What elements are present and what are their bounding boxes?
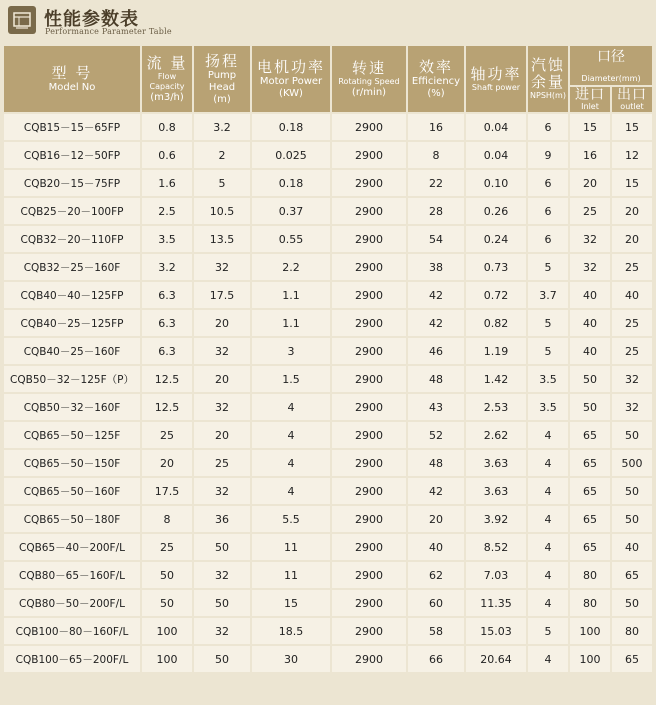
cell-head: 32 <box>194 562 250 588</box>
cell-speed: 2900 <box>332 142 406 168</box>
cell-efficiency: 42 <box>408 282 464 308</box>
cell-speed: 2900 <box>332 562 406 588</box>
cell-inlet: 80 <box>570 590 610 616</box>
cell-speed: 2900 <box>332 534 406 560</box>
cell-outlet: 65 <box>612 562 652 588</box>
cell-model: CQB50－32－125F（P） <box>4 366 140 392</box>
cell-npsh: 3.7 <box>528 282 568 308</box>
cell-speed: 2900 <box>332 198 406 224</box>
cell-model: CQB65－50－180F <box>4 506 140 532</box>
table-row <box>4 310 652 336</box>
cell-npsh: 4 <box>528 590 568 616</box>
table-body <box>4 114 652 672</box>
cell-head: 32 <box>194 338 250 364</box>
page-subtitle: Performance Parameter Table <box>45 27 172 36</box>
cell-inlet: 40 <box>570 282 610 308</box>
cell-inlet: 16 <box>570 142 610 168</box>
header-npsh <box>528 46 568 112</box>
table-row <box>4 170 652 196</box>
cell-flow: 6.3 <box>142 282 192 308</box>
cell-flow: 25 <box>142 422 192 448</box>
cell-flow: 0.8 <box>142 114 192 140</box>
cell-npsh: 4 <box>528 534 568 560</box>
cell-inlet: 80 <box>570 562 610 588</box>
cell-head: 50 <box>194 646 250 672</box>
cell-head: 32 <box>194 478 250 504</box>
header-npsh-cn2: 余量 <box>530 73 565 91</box>
cell-flow: 20 <box>142 450 192 476</box>
cell-flow: 8 <box>142 506 192 532</box>
cell-model: CQB80－50－200F/L <box>4 590 140 616</box>
cell-model: CQB65－50－150F <box>4 450 140 476</box>
cell-efficiency: 8 <box>408 142 464 168</box>
cell-npsh: 4 <box>528 646 568 672</box>
cell-flow: 12.5 <box>142 394 192 420</box>
header-shaft-cn: 轴功率 <box>470 64 522 83</box>
header-outlet-cn: 出口 <box>617 87 647 103</box>
cell-motor-power: 30 <box>252 646 330 672</box>
cell-efficiency: 66 <box>408 646 464 672</box>
header-outlet <box>612 87 652 112</box>
cell-inlet: 32 <box>570 254 610 280</box>
cell-outlet: 50 <box>612 478 652 504</box>
cell-speed: 2900 <box>332 450 406 476</box>
cell-shaft-power: 20.64 <box>466 646 526 672</box>
header-speed-cn: 转速 <box>351 58 386 77</box>
header-shaft-en: Shaft power <box>471 82 521 92</box>
cell-flow: 3.5 <box>142 226 192 252</box>
cell-inlet: 25 <box>570 198 610 224</box>
cell-motor-power: 0.37 <box>252 198 330 224</box>
cell-outlet: 12 <box>612 142 652 168</box>
header-flow <box>142 46 192 112</box>
cell-inlet: 100 <box>570 646 610 672</box>
cell-shaft-power: 15.03 <box>466 618 526 644</box>
cell-speed: 2900 <box>332 282 406 308</box>
header-motor-unit: (KW) <box>279 87 303 99</box>
cell-model: CQB100－80－160F/L <box>4 618 140 644</box>
cell-efficiency: 38 <box>408 254 464 280</box>
cell-flow: 2.5 <box>142 198 192 224</box>
cell-model: CQB32－25－160F <box>4 254 140 280</box>
cell-npsh: 3.5 <box>528 394 568 420</box>
cell-model: CQB20－15－75FP <box>4 170 140 196</box>
cell-head: 3.2 <box>194 114 250 140</box>
cell-motor-power: 0.18 <box>252 114 330 140</box>
cell-outlet: 65 <box>612 646 652 672</box>
cell-speed: 2900 <box>332 618 406 644</box>
cell-head: 25 <box>194 450 250 476</box>
cell-outlet: 25 <box>612 310 652 336</box>
cell-flow: 50 <box>142 562 192 588</box>
header-inlet <box>570 87 610 112</box>
header-diameter-cn: 口径 <box>597 49 625 65</box>
header-motor-en: Motor Power <box>259 75 323 87</box>
cell-shaft-power: 1.42 <box>466 366 526 392</box>
cell-shaft-power: 0.04 <box>466 114 526 140</box>
header-model <box>4 46 140 112</box>
table-row <box>4 590 652 616</box>
cell-flow: 0.6 <box>142 142 192 168</box>
header-npsh-en: NPSH(m) <box>530 91 566 100</box>
cell-speed: 2900 <box>332 366 406 392</box>
cell-shaft-power: 0.26 <box>466 198 526 224</box>
cell-npsh: 4 <box>528 422 568 448</box>
cell-inlet: 65 <box>570 422 610 448</box>
cell-efficiency: 20 <box>408 506 464 532</box>
cell-efficiency: 28 <box>408 198 464 224</box>
cell-outlet: 80 <box>612 618 652 644</box>
cell-speed: 2900 <box>332 478 406 504</box>
table-icon <box>8 6 36 34</box>
cell-npsh: 9 <box>528 142 568 168</box>
cell-head: 32 <box>194 618 250 644</box>
title-bar <box>0 0 656 42</box>
table-row <box>4 226 652 252</box>
cell-efficiency: 42 <box>408 478 464 504</box>
table-row <box>4 478 652 504</box>
header-flow-unit: (m3/h) <box>150 91 184 103</box>
cell-motor-power: 1.1 <box>252 282 330 308</box>
cell-motor-power: 4 <box>252 394 330 420</box>
cell-head: 36 <box>194 506 250 532</box>
cell-flow: 6.3 <box>142 310 192 336</box>
table-row <box>4 254 652 280</box>
header-outlet-en: outlet <box>620 102 644 111</box>
cell-flow: 100 <box>142 646 192 672</box>
table-row <box>4 646 652 672</box>
header-head-en: Pump Head <box>207 69 237 93</box>
cell-npsh: 5 <box>528 618 568 644</box>
header-flow-cn: 流 量 <box>146 53 188 72</box>
cell-outlet: 50 <box>612 506 652 532</box>
cell-shaft-power: 0.10 <box>466 170 526 196</box>
cell-efficiency: 54 <box>408 226 464 252</box>
cell-shaft-power: 0.72 <box>466 282 526 308</box>
cell-npsh: 3.5 <box>528 366 568 392</box>
cell-inlet: 65 <box>570 450 610 476</box>
cell-efficiency: 46 <box>408 338 464 364</box>
header-speed <box>332 46 406 112</box>
cell-efficiency: 22 <box>408 170 464 196</box>
cell-outlet: 25 <box>612 338 652 364</box>
cell-inlet: 65 <box>570 478 610 504</box>
cell-motor-power: 15 <box>252 590 330 616</box>
cell-head: 32 <box>194 254 250 280</box>
cell-npsh: 6 <box>528 114 568 140</box>
cell-model: CQB25－20－100FP <box>4 198 140 224</box>
header-shaft <box>466 46 526 112</box>
cell-outlet: 20 <box>612 226 652 252</box>
cell-shaft-power: 0.82 <box>466 310 526 336</box>
cell-motor-power: 0.55 <box>252 226 330 252</box>
cell-motor-power: 3 <box>252 338 330 364</box>
cell-npsh: 4 <box>528 562 568 588</box>
cell-head: 17.5 <box>194 282 250 308</box>
cell-head: 20 <box>194 310 250 336</box>
cell-npsh: 4 <box>528 478 568 504</box>
cell-outlet: 40 <box>612 282 652 308</box>
cell-speed: 2900 <box>332 646 406 672</box>
table-row <box>4 142 652 168</box>
cell-model: CQB40－40－125FP <box>4 282 140 308</box>
cell-speed: 2900 <box>332 394 406 420</box>
cell-speed: 2900 <box>332 422 406 448</box>
cell-speed: 2900 <box>332 254 406 280</box>
header-efficiency <box>408 46 464 112</box>
cell-motor-power: 2.2 <box>252 254 330 280</box>
cell-flow: 1.6 <box>142 170 192 196</box>
cell-outlet: 15 <box>612 114 652 140</box>
header-speed-unit: (r/min) <box>351 86 387 98</box>
cell-model: CQB15－15－65FP <box>4 114 140 140</box>
cell-inlet: 40 <box>570 338 610 364</box>
cell-speed: 2900 <box>332 338 406 364</box>
cell-motor-power: 5.5 <box>252 506 330 532</box>
table-row <box>4 282 652 308</box>
cell-flow: 50 <box>142 590 192 616</box>
cell-outlet: 50 <box>612 422 652 448</box>
header-inlet-cn: 进口 <box>575 87 605 103</box>
table-row <box>4 366 652 392</box>
cell-shaft-power: 0.04 <box>466 142 526 168</box>
header-npsh-cn1: 汽蚀 <box>530 56 565 74</box>
cell-shaft-power: 2.53 <box>466 394 526 420</box>
cell-shaft-power: 8.52 <box>466 534 526 560</box>
header-model-en: Model No <box>48 81 96 93</box>
cell-efficiency: 62 <box>408 562 464 588</box>
header-model-cn: 型 号 <box>51 63 93 82</box>
cell-flow: 100 <box>142 618 192 644</box>
cell-shaft-power: 0.73 <box>466 254 526 280</box>
cell-flow: 12.5 <box>142 366 192 392</box>
cell-motor-power: 0.025 <box>252 142 330 168</box>
cell-efficiency: 40 <box>408 534 464 560</box>
cell-model: CQB40－25－160F <box>4 338 140 364</box>
cell-inlet: 50 <box>570 394 610 420</box>
cell-speed: 2900 <box>332 114 406 140</box>
cell-inlet: 20 <box>570 170 610 196</box>
header-speed-en: Rotating Speed <box>338 76 400 86</box>
table-row <box>4 450 652 476</box>
cell-shaft-power: 2.62 <box>466 422 526 448</box>
header-head-cn: 扬程 <box>204 51 239 70</box>
cell-outlet: 40 <box>612 534 652 560</box>
cell-model: CQB65－50－125F <box>4 422 140 448</box>
cell-npsh: 6 <box>528 170 568 196</box>
cell-npsh: 4 <box>528 506 568 532</box>
table-row <box>4 394 652 420</box>
cell-model: CQB100－65－200F/L <box>4 646 140 672</box>
cell-outlet: 32 <box>612 394 652 420</box>
cell-efficiency: 48 <box>408 366 464 392</box>
header-inlet-en: Inlet <box>581 102 599 111</box>
cell-flow: 17.5 <box>142 478 192 504</box>
cell-flow: 25 <box>142 534 192 560</box>
cell-flow: 3.2 <box>142 254 192 280</box>
cell-shaft-power: 7.03 <box>466 562 526 588</box>
cell-speed: 2900 <box>332 590 406 616</box>
cell-motor-power: 4 <box>252 450 330 476</box>
header-flow-en: Flow Capacity <box>149 71 185 91</box>
cell-head: 5 <box>194 170 250 196</box>
cell-npsh: 6 <box>528 226 568 252</box>
cell-motor-power: 4 <box>252 422 330 448</box>
cell-head: 10.5 <box>194 198 250 224</box>
cell-shaft-power: 3.63 <box>466 450 526 476</box>
cell-motor-power: 4 <box>252 478 330 504</box>
cell-inlet: 15 <box>570 114 610 140</box>
cell-model: CQB50－32－160F <box>4 394 140 420</box>
cell-head: 32 <box>194 394 250 420</box>
cell-model: CQB80－65－160F/L <box>4 562 140 588</box>
cell-inlet: 50 <box>570 366 610 392</box>
cell-shaft-power: 3.92 <box>466 506 526 532</box>
cell-efficiency: 58 <box>408 618 464 644</box>
cell-inlet: 32 <box>570 226 610 252</box>
cell-motor-power: 11 <box>252 562 330 588</box>
cell-model: CQB65－50－160F <box>4 478 140 504</box>
header-diameter-en: Diameter(mm) <box>581 74 641 83</box>
cell-head: 13.5 <box>194 226 250 252</box>
table-row <box>4 506 652 532</box>
cell-inlet: 40 <box>570 310 610 336</box>
cell-head: 2 <box>194 142 250 168</box>
cell-speed: 2900 <box>332 226 406 252</box>
cell-efficiency: 42 <box>408 310 464 336</box>
cell-outlet: 500 <box>612 450 652 476</box>
cell-npsh: 4 <box>528 450 568 476</box>
cell-outlet: 20 <box>612 198 652 224</box>
cell-efficiency: 52 <box>408 422 464 448</box>
table-row <box>4 618 652 644</box>
cell-npsh: 5 <box>528 310 568 336</box>
cell-efficiency: 60 <box>408 590 464 616</box>
performance-table <box>2 44 654 674</box>
cell-model: CQB32－20－110FP <box>4 226 140 252</box>
cell-motor-power: 11 <box>252 534 330 560</box>
page-title: 性能参数表 <box>44 9 139 30</box>
cell-npsh: 5 <box>528 338 568 364</box>
cell-outlet: 50 <box>612 590 652 616</box>
table-row <box>4 422 652 448</box>
cell-outlet: 15 <box>612 170 652 196</box>
cell-motor-power: 1.1 <box>252 310 330 336</box>
table-row <box>4 534 652 560</box>
cell-head: 20 <box>194 422 250 448</box>
header-motor-cn: 电机功率 <box>256 57 325 76</box>
cell-speed: 2900 <box>332 506 406 532</box>
cell-outlet: 25 <box>612 254 652 280</box>
cell-motor-power: 1.5 <box>252 366 330 392</box>
table-row <box>4 338 652 364</box>
header-head-unit: (m) <box>213 93 231 105</box>
cell-shaft-power: 0.24 <box>466 226 526 252</box>
cell-head: 50 <box>194 590 250 616</box>
cell-flow: 6.3 <box>142 338 192 364</box>
cell-model: CQB65－40－200F/L <box>4 534 140 560</box>
header-head <box>194 46 250 112</box>
cell-speed: 2900 <box>332 170 406 196</box>
cell-efficiency: 43 <box>408 394 464 420</box>
cell-head: 20 <box>194 366 250 392</box>
cell-outlet: 32 <box>612 366 652 392</box>
cell-inlet: 65 <box>570 534 610 560</box>
table-row <box>4 198 652 224</box>
header-efficiency-cn: 效率 <box>418 57 453 76</box>
header-diameter <box>570 46 652 85</box>
cell-npsh: 5 <box>528 254 568 280</box>
header-efficiency-unit: (%) <box>427 87 445 99</box>
cell-motor-power: 18.5 <box>252 618 330 644</box>
header-efficiency-en: Efficiency <box>411 75 461 87</box>
cell-head: 50 <box>194 534 250 560</box>
cell-inlet: 100 <box>570 618 610 644</box>
cell-efficiency: 48 <box>408 450 464 476</box>
cell-model: CQB40－25－125FP <box>4 310 140 336</box>
table-row <box>4 114 652 140</box>
cell-efficiency: 16 <box>408 114 464 140</box>
cell-speed: 2900 <box>332 310 406 336</box>
table-row <box>4 562 652 588</box>
cell-shaft-power: 11.35 <box>466 590 526 616</box>
cell-model: CQB16－12－50FP <box>4 142 140 168</box>
cell-shaft-power: 3.63 <box>466 478 526 504</box>
cell-shaft-power: 1.19 <box>466 338 526 364</box>
cell-motor-power: 0.18 <box>252 170 330 196</box>
cell-inlet: 65 <box>570 506 610 532</box>
header-motor <box>252 46 330 112</box>
cell-npsh: 6 <box>528 198 568 224</box>
